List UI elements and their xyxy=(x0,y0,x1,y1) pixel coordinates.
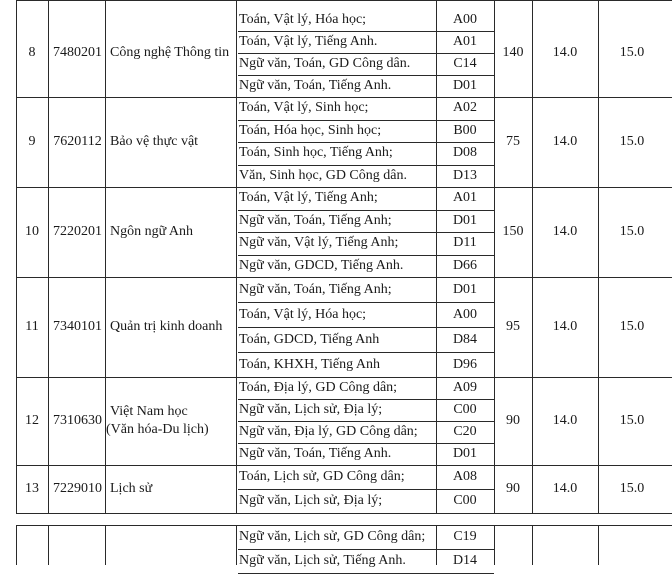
subject-combination: Ngữ văn, Toán, Tiếng Anh. xyxy=(239,446,392,461)
combo-underline xyxy=(238,232,494,233)
row-border xyxy=(16,465,672,466)
major-name: Quản trị kinh doanh xyxy=(110,319,223,334)
combo-underline xyxy=(238,75,494,76)
subject-combination: Toán, Vật lý, Tiếng Anh. xyxy=(239,34,378,49)
score-threshold-2: 15.0 xyxy=(619,134,645,149)
combination-code: D01 xyxy=(452,212,478,228)
subject-combination: Toán, Hóa học, Sinh học; xyxy=(239,122,382,138)
major-name: Công nghệ Thông tin xyxy=(110,45,230,60)
quota-value: 90 xyxy=(506,481,520,496)
subject-combination: Toán, Lịch sử, GD Công dân; xyxy=(239,469,405,484)
quota-value: 90 xyxy=(506,413,520,428)
subject-combination: Toán, GDCD, Tiếng Anh xyxy=(239,331,380,347)
column-border xyxy=(236,525,237,565)
combo-underline xyxy=(238,399,494,400)
subject-combination: Toán, Địa lý, GD Công dân; xyxy=(239,380,398,395)
combination-code: A01 xyxy=(452,190,478,206)
row-index: 13 xyxy=(25,481,39,496)
combo-underline xyxy=(238,210,494,211)
score-threshold-1: 14.0 xyxy=(552,134,578,149)
row-border xyxy=(16,513,672,514)
row-index: 8 xyxy=(28,45,36,60)
column-border xyxy=(436,0,437,513)
combination-code: C19 xyxy=(453,529,477,544)
combination-code: A01 xyxy=(452,34,478,49)
column-border xyxy=(16,525,17,565)
subject-combination: Ngữ văn, Lịch sử, Tiếng Anh. xyxy=(239,553,406,568)
subject-combination: Ngữ văn, Toán, Tiếng Anh. xyxy=(239,78,392,93)
subject-combination: Toán, Sinh học, Tiếng Anh; xyxy=(239,145,393,161)
combination-code: D96 xyxy=(452,356,478,372)
combination-code: D13 xyxy=(452,167,478,183)
score-threshold-2: 15.0 xyxy=(619,319,645,334)
combination-code: A09 xyxy=(452,380,478,395)
score-threshold-2: 15.0 xyxy=(619,45,645,60)
combo-underline xyxy=(238,327,494,328)
column-border xyxy=(598,525,599,565)
row-border xyxy=(16,97,672,98)
column-border xyxy=(532,525,533,565)
major-name: Ngôn ngữ Anh xyxy=(110,224,194,239)
row-border xyxy=(16,187,672,188)
subject-combination: Ngữ văn, Lịch sử, Địa lý; xyxy=(239,493,383,508)
column-border xyxy=(598,0,599,513)
column-border xyxy=(236,0,237,513)
row-border xyxy=(16,277,672,278)
major-name: Lịch sử xyxy=(110,481,153,496)
combo-underline xyxy=(238,142,494,143)
major-name: Việt Nam học xyxy=(110,404,188,419)
column-border xyxy=(48,525,49,565)
subject-combination: Văn, Sinh học, GD Công dân. xyxy=(239,167,407,183)
row-index: 10 xyxy=(25,224,39,239)
row-index: 12 xyxy=(25,413,39,428)
quota-value: 150 xyxy=(502,224,524,239)
subject-combination: Toán, Vật lý, Tiếng Anh; xyxy=(239,190,378,206)
combo-underline xyxy=(238,489,494,490)
score-threshold-2: 15.0 xyxy=(619,224,645,239)
combo-underline xyxy=(238,352,494,353)
combination-code: C00 xyxy=(453,493,477,508)
major-code: 7340101 xyxy=(53,319,102,334)
quota-value: 140 xyxy=(502,45,524,60)
column-border xyxy=(16,0,17,513)
combo-underline xyxy=(238,443,494,444)
subject-combination: Ngữ văn, Lịch sử, Địa lý; xyxy=(239,402,383,417)
score-threshold-2: 15.0 xyxy=(619,481,645,496)
subject-combination: Ngữ văn, Toán, Tiếng Anh; xyxy=(239,212,392,228)
combination-code: D84 xyxy=(452,331,478,347)
row-index: 9 xyxy=(28,134,36,149)
combo-underline xyxy=(238,255,494,256)
combination-code: D01 xyxy=(452,281,478,297)
score-threshold-1: 14.0 xyxy=(552,45,578,60)
combination-code: A00 xyxy=(452,306,478,322)
subject-combination: Toán, KHXH, Tiếng Anh xyxy=(239,356,380,372)
score-threshold-1: 14.0 xyxy=(552,319,578,334)
score-threshold-1: 14.0 xyxy=(552,224,578,239)
major-code: 7310630 xyxy=(53,413,102,428)
combination-code: A00 xyxy=(452,12,478,27)
subject-combination: Ngữ văn, Lịch sử, GD Công dân; xyxy=(239,529,426,544)
column-border xyxy=(494,0,495,513)
combination-code: B00 xyxy=(453,122,477,138)
combo-underline xyxy=(238,549,494,550)
subject-combination: Toán, Vật lý, Hóa học; xyxy=(239,12,367,27)
subject-combination: Ngữ văn, Vật lý, Tiếng Anh; xyxy=(239,235,399,251)
combo-underline xyxy=(238,302,494,303)
major-name-line2: (Văn hóa-Du lịch) xyxy=(106,422,209,437)
combination-code: C20 xyxy=(453,424,477,439)
column-border xyxy=(494,525,495,565)
row-border xyxy=(16,377,672,378)
major-name: Bảo vệ thực vật xyxy=(110,134,199,149)
combination-code: D66 xyxy=(452,257,478,273)
column-border xyxy=(48,0,49,513)
combo-underline xyxy=(238,165,494,166)
subject-combination: Ngữ văn, Địa lý, GD Công dân; xyxy=(239,424,418,439)
subject-combination: Ngữ văn, GDCD, Tiếng Anh. xyxy=(239,257,404,273)
combo-underline xyxy=(238,421,494,422)
column-border xyxy=(436,525,437,565)
combo-underline xyxy=(238,31,494,32)
row-index: 11 xyxy=(25,319,39,334)
subject-combination: Ngữ văn, Toán, GD Công dân. xyxy=(239,56,411,71)
table-top-edge xyxy=(16,0,672,1)
column-border xyxy=(105,525,106,565)
subject-combination: Toán, Vật lý, Sinh học; xyxy=(239,100,369,116)
combo-underline xyxy=(238,120,494,121)
major-code: 7620112 xyxy=(53,134,102,149)
combination-code: D01 xyxy=(452,446,478,461)
score-threshold-1: 14.0 xyxy=(552,413,578,428)
combination-code: A02 xyxy=(452,100,478,116)
combination-code: D01 xyxy=(452,78,478,93)
column-border xyxy=(532,0,533,513)
combo-underline xyxy=(238,53,494,54)
major-code: 7480201 xyxy=(53,45,102,60)
score-threshold-2: 15.0 xyxy=(619,413,645,428)
combination-code: D11 xyxy=(453,235,477,251)
subject-combination: Ngữ văn, Toán, Tiếng Anh; xyxy=(239,281,392,297)
combination-code: A08 xyxy=(452,469,478,484)
major-code: 7220201 xyxy=(53,224,102,239)
combination-code: D08 xyxy=(452,145,478,161)
combination-code: D14 xyxy=(452,553,478,568)
combination-code: C00 xyxy=(453,402,477,417)
major-code: 7229010 xyxy=(53,481,102,496)
quota-value: 75 xyxy=(506,134,520,149)
combination-code: C14 xyxy=(453,56,477,71)
subject-combination: Toán, Vật lý, Hóa học; xyxy=(239,306,367,322)
quota-value: 95 xyxy=(506,319,520,334)
continuation-top-border xyxy=(16,525,672,526)
column-border xyxy=(105,0,106,513)
score-threshold-1: 14.0 xyxy=(552,481,578,496)
